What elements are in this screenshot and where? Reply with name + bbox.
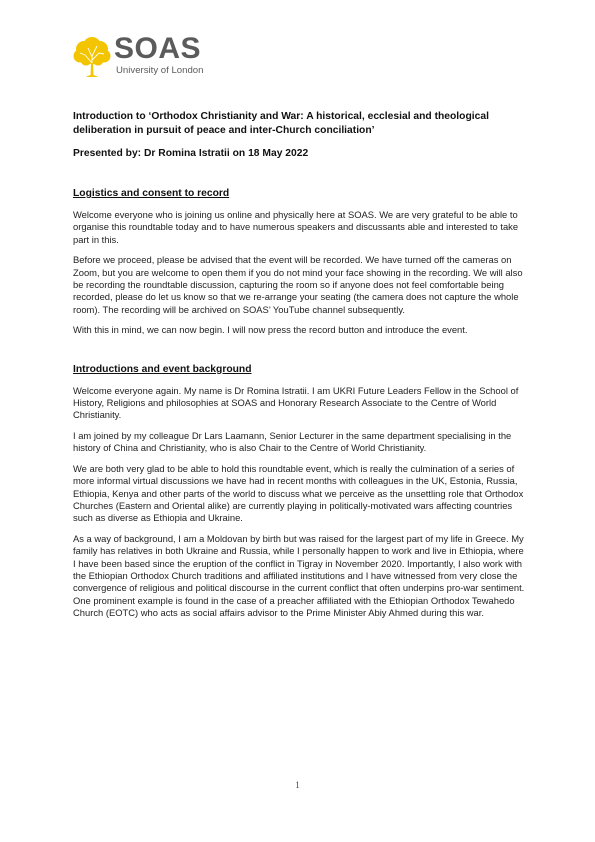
section-heading: Logistics and consent to record	[73, 188, 230, 199]
document-body	[73, 110, 525, 628]
paragraph: Welcome everyone who is joining us online and physically here at SOAS. We are very grateful to be able to organise this roundtable today and to have numerous speakers and discussants able and interested to take part in this.	[73, 209, 519, 245]
paragraph: As a way of background, I am a Moldovan by birth but was raised for the largest part of my life in Greece. My family has relatives in both Ukraine and Russia, while I personally happen to work and live in Ethiopia, where I have been based since the eruption of the conflict in Tigray in November 2020. Importantly, I also work with the Ethiopian Orthodox Church traditions and affiliated institutions and I have witnessed from very close the convergence of religious and political discourse in the current conflict that often underpins pro-war sentiment. One prominent example is found in the case of a preacher affiliated with the Ethiopian Orthodox Tewahedo Church (EOTC) who acts as social affairs advisor to the Prime Minister Abiy Ahmed during this war.	[73, 532, 525, 619]
section-logistics	[73, 187, 525, 337]
section-heading: Introductions and event background	[73, 363, 252, 375]
paragraph: Welcome everyone again. My name is Dr Romina Istratii. I am UKRI Future Leaders Fellow in the School of History, Religions and philosophies at SOAS and Honorary Research Associate to the Centre of World Christianity.	[73, 384, 519, 421]
presenter-line: Presented by: Dr Romina Istratii on 18 May 2022	[73, 148, 309, 159]
section-spacer	[73, 345, 525, 363]
paragraph: With this in mind, we can now begin. I will now press the record button and introduce the event.	[73, 324, 468, 336]
paragraph: We are both very glad to be able to hold this roundtable event, which is really the culmination of a series of more informal virtual discussions we have had in recent months with colleagues in the UK, Estonia, Russia, Ethiopia, Kenya and other parts of the world to discuss what we perceive as the unsettling role that Orthodox Churches (Eastern and Oriental alike) are currently playing in politically-motivated wars affecting countries such as diverse as Ethiopia and Ukraine.	[73, 462, 524, 524]
document-title: Introduction to ‘Orthodox Christianity and War: A historical, ecclesial and theological deliberation in pursuit of peace and inter-Church conciliation’	[73, 111, 489, 136]
logo-wordmark: SOAS	[114, 32, 202, 65]
paragraph: Before we proceed, please be advised that the event will be recorded. We have turned off the cameras on Zoom, but you are welcome to open them if you do not mind your face showing in the recording. We will also be recording the roundtable discussion, capturing the room so if anyone does not feel comfortable being recorded, please do let us know so that we re-arrange your seating (the camera does not capture the whole room). The recording will be archived on SOAS’ YouTube channel subsequently.	[73, 254, 523, 315]
paragraph: I am joined by my colleague Dr Lars Laamann, Senior Lecturer in the same department specialising in the history of China and Christianity, who is also Chair to the Centre of World Christianity.	[73, 429, 512, 454]
logo-subtitle: University of London	[116, 65, 204, 76]
page-number: 1	[295, 780, 300, 790]
soas-logo	[70, 33, 210, 81]
tree-icon	[70, 33, 114, 77]
section-introductions	[73, 363, 525, 620]
